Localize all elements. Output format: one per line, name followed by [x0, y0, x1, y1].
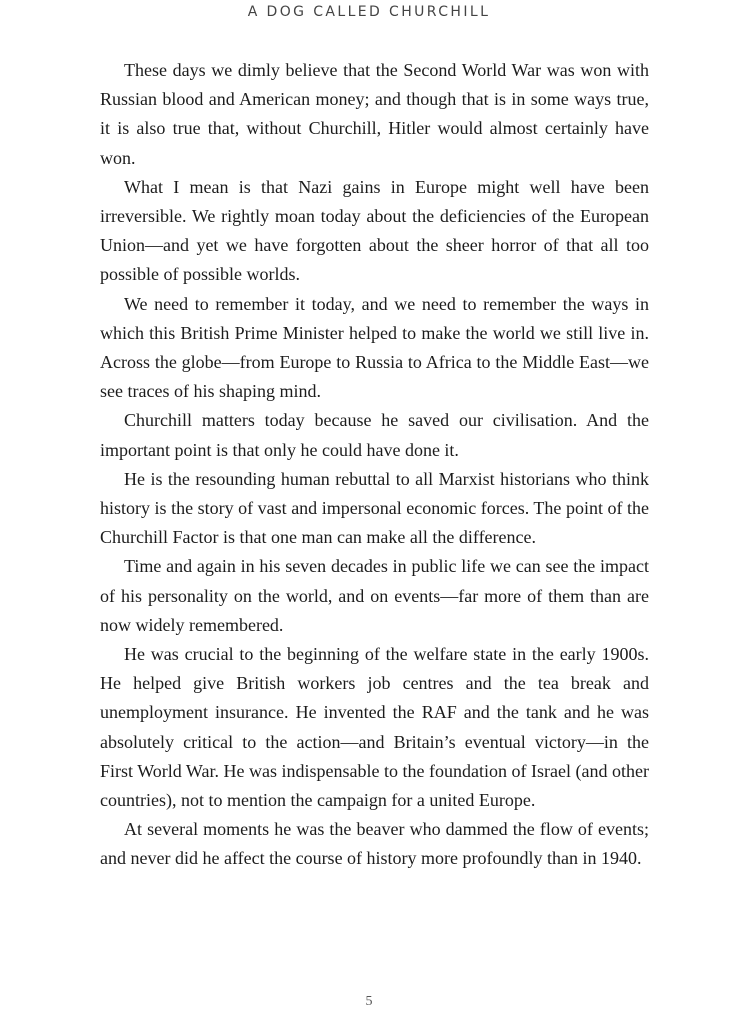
page-number: 5	[365, 994, 373, 1009]
paragraph: We need to remember it today, and we need to remember the ways in which this British Prime Minister helped to make the world we still live in. Across the globe—from Europe to Russia to Africa to the Middle East—we see traces of his shaping mind.	[100, 293, 649, 402]
body-text	[100, 56, 649, 874]
paragraph: Time and again in his seven decades in public life we can see the impact of his personality on the world, and on events—far more of them than are now widely remembered.	[100, 556, 649, 635]
paragraph: These days we dimly believe that the Second World War was won with Russian blood and American money; and though that is in some ways true, it is also true that, without Churchill, Hitler would almost certainly have won.	[100, 60, 649, 168]
running-head: A DOG CALLED CHURCHILL	[247, 4, 491, 20]
paragraph: He is the resounding human rebuttal to all Marxist historians who think history is the story of vast and impersonal economic forces. The point of the Churchill Factor is that one man can make all the difference.	[100, 468, 649, 548]
paragraph: At several moments he was the beaver who dammed the flow of events; and never did he affect the course of history more profoundly than in 1940.	[100, 819, 649, 869]
paragraph: What I mean is that Nazi gains in Europe might well have been irreversible. We rightly moan today about the deficiencies of the European Union—and yet we have forgotten about the sheer horror of that all too possible of possible worlds.	[100, 176, 649, 285]
paragraph: He was crucial to the beginning of the welfare state in the early 1900s. He helped give British workers job centres and the tea break and unemployment insurance. He invented the RAF and the tank and he was absolutely critical to the action—and Britain’s eventual victory—in the First World War. He was indispensable to the foundation of Israel (and other countries), not to mention the campaign for a united Europe.	[100, 644, 649, 811]
paragraph: Churchill matters today because he saved our civilisation. And the important point is that only he could have done it.	[100, 410, 649, 460]
